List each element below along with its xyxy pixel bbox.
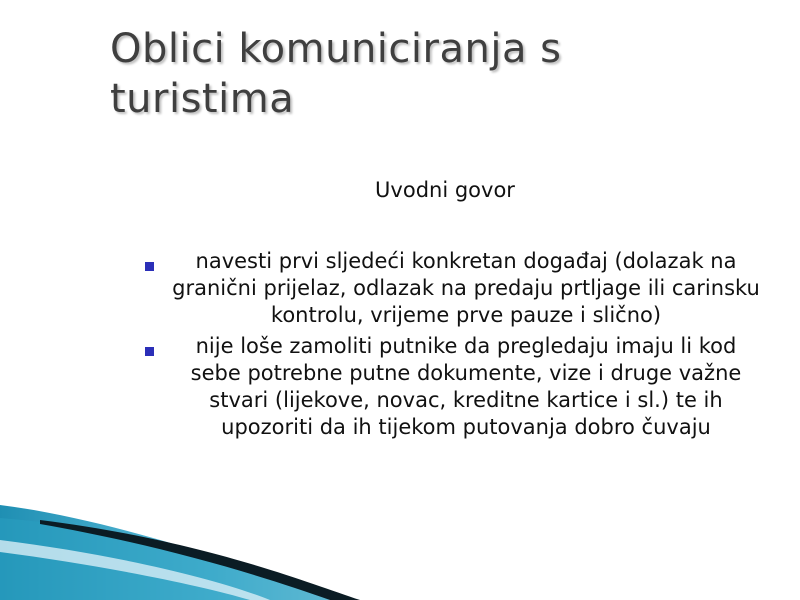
bullet-text: navesti prvi sljedeći konkretan događaj (dolazak na granični prijelaz, odlazak na predaju prtljage ili carinsku kontrolu, vrijeme prve pauze i slično) xyxy=(172,249,760,327)
slide-subtitle: Uvodni govor xyxy=(375,178,515,202)
decorative-wave xyxy=(0,480,800,600)
square-bullet-icon xyxy=(145,262,154,271)
bullet-list xyxy=(140,248,780,445)
bullet-item xyxy=(140,333,780,441)
square-bullet-icon xyxy=(145,347,154,356)
bullet-item xyxy=(140,248,780,329)
slide-title: Oblici komuniciranja s turistima xyxy=(110,26,562,122)
bullet-text: nije loše zamoliti putnike da pregledaju imaju li kod sebe potrebne putne dokumente, vize i druge važne stvari (lijekove, novac, kreditne kartice i sl.) te ih upozoriti da ih tijekom putovanja dobro čuvaju xyxy=(190,334,742,439)
